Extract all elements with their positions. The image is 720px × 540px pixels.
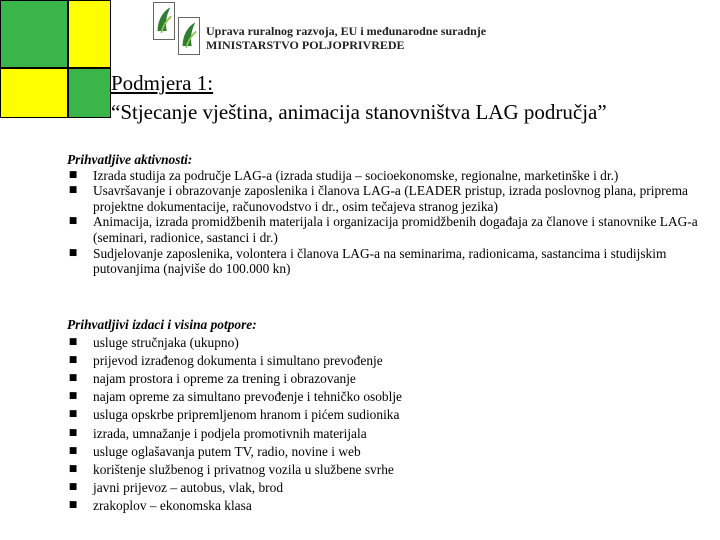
costs-section: [67, 317, 720, 514]
list-item: ■ usluge oglašavanja putem TV, radio, novine i web: [68, 443, 361, 459]
list-item: ■ usluge stručnjaka (ukupno): [68, 335, 239, 351]
yellow-square-top: [68, 0, 111, 68]
list-item: ■ izrada, umnažanje i podjela promotivnih materijala: [68, 425, 367, 441]
list-item: ■ javni prijevoz – autobus, vlak, brod: [68, 479, 284, 495]
list-item: ■ najam opreme za simultano prevođenje i tehničko osoblje: [68, 389, 403, 405]
list-item: ■ korištenje službenog i privatnog vozila u službene svrhe: [68, 461, 394, 477]
bullet-icon: ■: [68, 373, 78, 384]
bullet-icon: ■: [68, 337, 78, 348]
bullet-icon: ■: [68, 355, 78, 366]
activities-section: [67, 152, 720, 277]
slide-title: [111, 69, 607, 127]
activities-list: [67, 168, 720, 277]
activities-heading: Prihvatljive aktivnosti:: [67, 152, 193, 167]
bullet-icon: ■: [68, 247, 78, 258]
bullet-icon: ■: [68, 499, 78, 510]
list-item: ■ Animacija, izrada promidžbenih materijala i organizacija promidžbenih događaja za članove i stanovnike LAG-a (seminari, radionice, sastanci i dr.): [68, 214, 698, 245]
header-line-1: Uprava ruralnog razvoja, EU i međunarodne suradnje: [206, 24, 487, 38]
list-item: ■ najam prostora i opreme za trening i obrazovanje: [68, 371, 356, 387]
list-item: ■ usluga opskrbe pripremljenom hranom i pićem sudionika: [68, 407, 400, 423]
list-item: ■ zrakoplov – ekonomska klasa: [68, 497, 252, 513]
bullet-icon: ■: [68, 445, 78, 456]
list-item: ■ prijevod izrađenog dokumenta i simultano prevođenje: [68, 353, 383, 369]
costs-list: [67, 335, 720, 513]
list-item: ■ Izrada studija za područje LAG-a (izrada studija – socioekonomske, regionalne, marketinške i dr.): [68, 167, 619, 183]
bullet-icon: ■: [68, 185, 78, 196]
green-square-right: [68, 68, 111, 118]
bullet-icon: ■: [68, 409, 78, 420]
header-line-2: MINISTARSTVO POLJOPRIVREDE: [206, 38, 405, 52]
yellow-square-left: [0, 68, 68, 118]
bullet-icon: ■: [68, 169, 78, 180]
bullet-icon: ■: [68, 427, 78, 438]
bullet-icon: ■: [68, 463, 78, 474]
ministry-logo-right: [178, 17, 200, 55]
costs-heading: Prihvatljivi izdaci i visina potpore:: [67, 317, 257, 332]
bullet-icon: ■: [68, 481, 78, 492]
green-square-top: [0, 0, 68, 68]
list-item: ■ Sudjelovanje zaposlenika, volontera i članova LAG-a na seminarima, radionicama, sastancima i studijskim putovanjima (najviše do 100.000 kn): [68, 245, 667, 277]
ministry-header: [206, 24, 486, 52]
title-line-1: Podmjera 1:: [111, 71, 214, 95]
list-item: ■ Usavršavanje i obrazovanje zaposlenika i članova LAG-a (LEADER pristup, izrada poslovnog plana, priprema projektne dokumentacije, računovodstvo i dr., osim tečajeva stranog jezika): [68, 183, 688, 214]
ministry-logo-left: [153, 2, 175, 40]
bullet-icon: ■: [68, 391, 78, 402]
title-line-2: “Stjecanje vještina, animacija stanovništva LAG područja”: [111, 100, 607, 124]
bullet-icon: ■: [68, 216, 78, 227]
